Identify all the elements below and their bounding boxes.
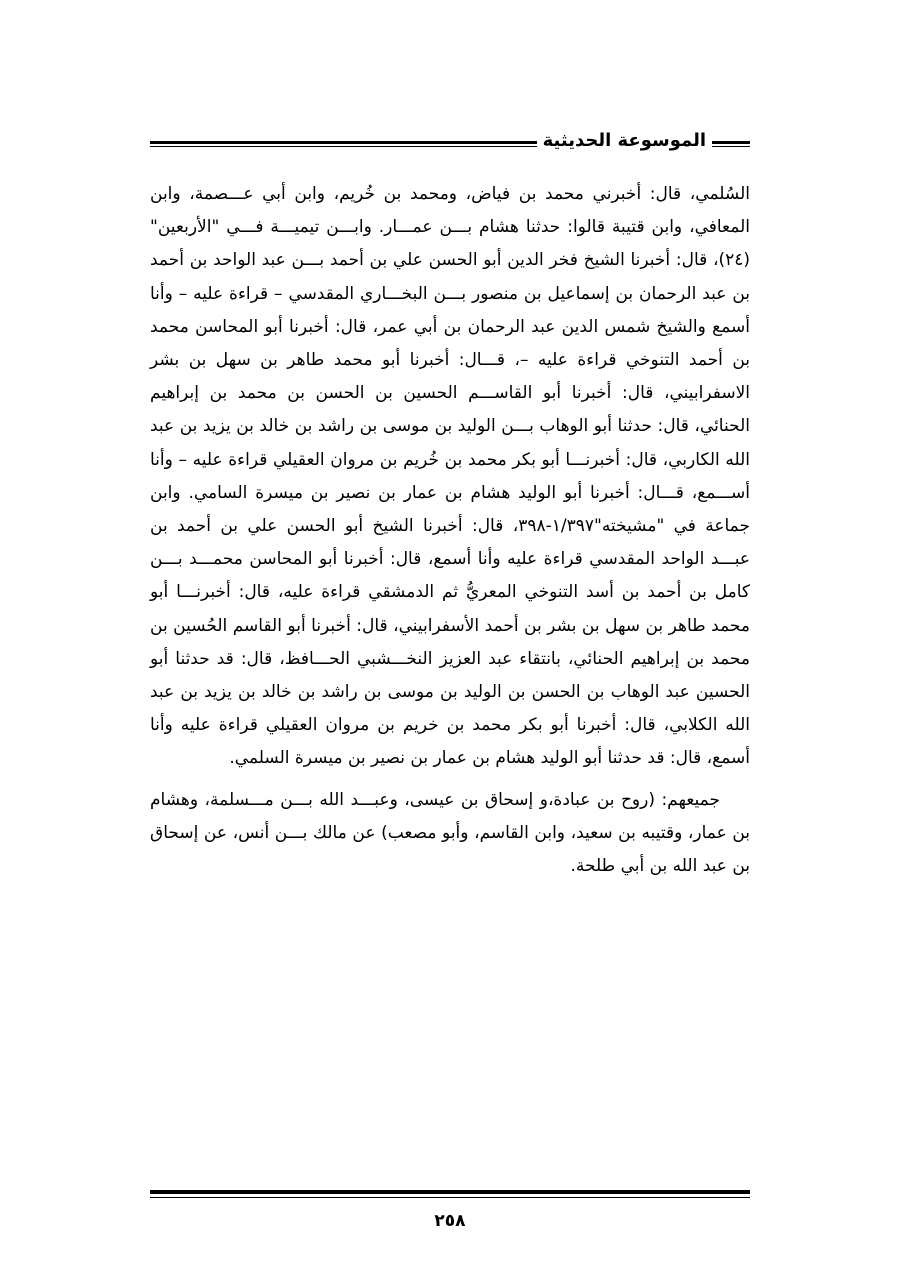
header-title: الموسوعة الحديثية	[537, 130, 712, 151]
header-rule-left	[150, 141, 560, 147]
footer-rule-thick	[150, 1190, 750, 1194]
page-number: ٢٥٨	[434, 1211, 466, 1231]
main-text	[150, 178, 750, 883]
header-rule-right	[710, 141, 750, 147]
footer-rule	[150, 1190, 750, 1198]
paragraph-isnad: السُلمي، قال: أخبرني محمد بن فياض، ومحمد بن خُريم، وابن أبي عـــصمة، وابن المعافي، وابن قتيبة قالوا: حدثنا هشام بـــن عمـــار. وابـــن تيميـــة فـــي "الأربعين"(٢٤)، قال: أخبرنا الشيخ فخر الدين أبو الحسن علي بن أحمد بـــن عبد الواحد بن أحمد بن عبد الرحمان بن إسماعيل بن منصور بـــن البخـــاري المقدسي – قراءة عليه – وأنا أسمع والشيخ شمس الدين عبد الرحمان بن أبي عمر، قال: أخبرنا أبو المحاسن محمد بن أحمد التنوخي قراءة عليه –، قـــال: أخبرنا أبو محمد طاهر بن سهل بن بشر الاسفرابيني، قال: أخبرنا أبو القاســـم الحسين بن الحسن بن محمد بن إبراهيم الحنائي، قال: حدثنا أبو الوهاب بـــن الوليد بن موسى بن راشد بن خالد بن يزيد بن عبد الله الكاربي، قال: أخبرنـــا أبو بكر محمد بن خُريم بن مروان العقيلي قراءة عليه – وأنا أســـمع، قـــال: أخبرنا أبو الوليد هشام بن عمار بن نصير بن ميسرة السامي. وابن جماعة في "مشيخته"١/٣٩٧-٣٩٨، قال: أخبرنا الشيخ أبو الحسن علي بن أحمد بن عبـــد الواحد المقدسي قراءة عليه وأنا أسمع، قال: أخبرنا أبو المحاسن محمـــد بـــن كامل بن أحمد بن أسد التنوخي المعريُّ ثم الدمشقي قراءة عليه، قال: أخبرنـــا أبو محمد طاهر بن سهل بن بشر بن أحمد الأسفرابيني، قال: أخبرنا أبو القاسم الحُسين بن محمد بن إبراهيم الحنائي، بانتقاء عبد العزيز النخـــشبي الحـــافظ، قال: قد حدثنا أبو الحسين عبد الوهاب بن الحسن بن الوليد بن موسى بن راشد بن خالد بن يزيد بن عبد الله الكلابي، قال: أخبرنا أبو بكر محمد بن خريم بن مروان العقيلي قراءة عليه وأنا أسمع، قال: قد حدثنا أبو الوليد هشام بن عمار بن نصير بن ميسرة السلمي.	[150, 184, 750, 769]
page-header	[150, 128, 750, 162]
footer-rule-thin	[150, 1197, 750, 1198]
paragraph-narrators: جميعهم: (روح بن عبادة،و إسحاق بن عيسى، وعبـــد الله بـــن مـــسلمة، وهشام بن عمار، وقتيبه بن سعيد، وابن القاسم، وأبو مصعب) عن مالك بـــن أنس، عن إسحاق بن عبد الله بن أبي طلحة.	[150, 789, 750, 877]
